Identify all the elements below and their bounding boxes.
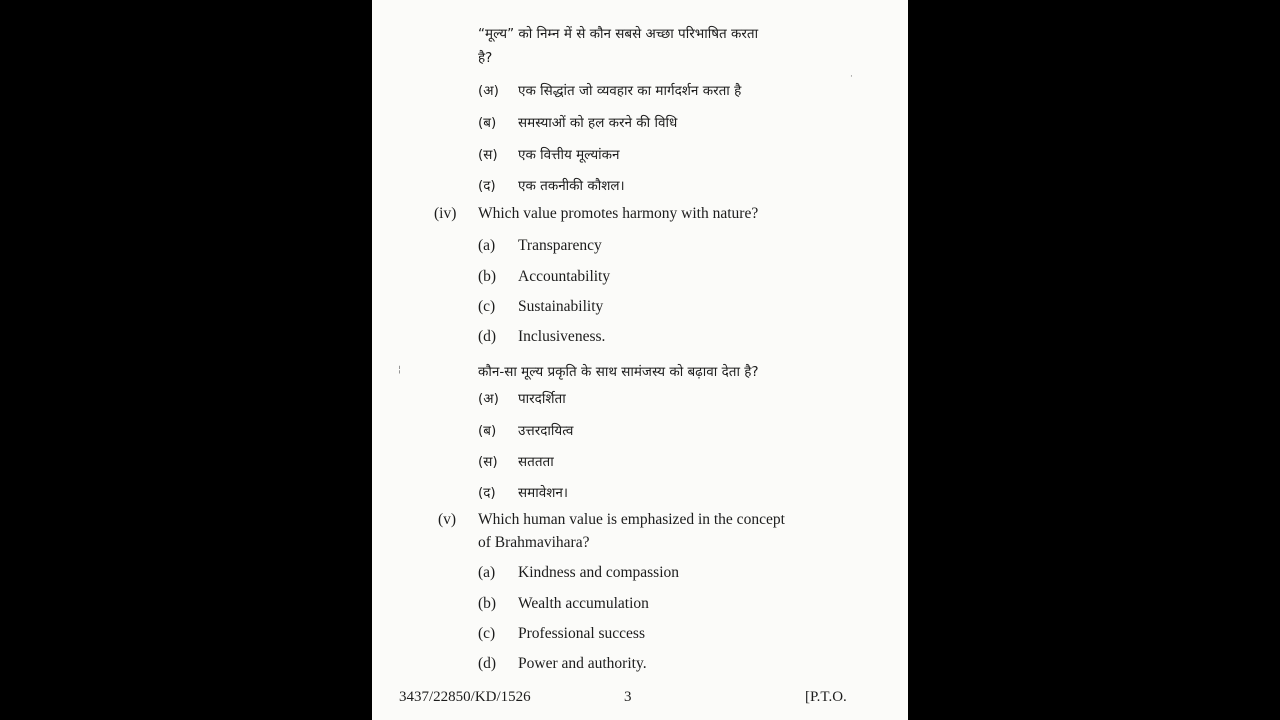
- hindi-option-text: समस्याओं को हल करने की विधि: [518, 115, 678, 131]
- hindi-option-text: एक वित्तीय मूल्यांकन: [518, 147, 620, 163]
- hindi-option-text: उत्तरदायित्व: [518, 423, 574, 439]
- option-text: Power and authority.: [518, 655, 647, 672]
- hindi-question-line1: “मूल्य” को निम्न में से कौन सबसे अच्छा परिभाषित करता: [478, 26, 759, 42]
- option-label: (b): [478, 268, 497, 285]
- question-number: (v): [438, 511, 457, 528]
- question-text: Which value promotes harmony with nature?: [478, 205, 759, 222]
- option-text: Wealth accumulation: [518, 595, 649, 612]
- pto-label: [P.T.O.: [805, 689, 847, 705]
- option-text: Accountability: [518, 268, 611, 285]
- hindi-question-line2: है?: [478, 50, 493, 66]
- question-text-line2: of Brahmavihara?: [478, 534, 590, 551]
- question-text-line1: Which human value is emphasized in the concept: [478, 511, 785, 528]
- paper-code: 3437/22850/KD/1526: [399, 689, 531, 705]
- option-text: Professional success: [518, 625, 645, 642]
- option-label: (c): [478, 625, 496, 642]
- option-label: (a): [478, 237, 496, 254]
- hindi-option-text: एक सिद्धांत जो व्यवहार का मार्गदर्शन करता है: [518, 83, 742, 99]
- question-number: (iv): [434, 205, 457, 222]
- option-label: (c): [478, 298, 496, 315]
- option-text: Transparency: [518, 237, 602, 254]
- option-text: Sustainability: [518, 298, 604, 315]
- hindi-option-label: (द): [478, 178, 496, 194]
- hindi-option-text: एक तकनीकी कौशल।: [518, 178, 625, 194]
- hindi-option-text: सततता: [518, 454, 554, 470]
- scan-speck: ·: [850, 72, 853, 82]
- hindi-option-label: (द): [478, 485, 496, 501]
- scan-speck: ¦: [398, 365, 402, 375]
- hindi-option-label: (अ): [478, 83, 499, 99]
- page-number: 3: [624, 689, 632, 705]
- hindi-option-label: (स): [478, 454, 498, 470]
- hindi-question-text: कौन-सा मूल्य प्रकृति के साथ सामंजस्य को बढ़ावा देता है?: [478, 364, 759, 380]
- hindi-option-text: पारदर्शिता: [518, 391, 566, 407]
- option-text: Inclusiveness.: [518, 328, 606, 345]
- option-text: Kindness and compassion: [518, 564, 680, 581]
- option-label: (a): [478, 564, 496, 581]
- hindi-option-label: (ब): [478, 115, 497, 131]
- hindi-option-text: समावेशन।: [518, 485, 568, 501]
- option-label: (d): [478, 655, 497, 672]
- hindi-option-label: (स): [478, 147, 498, 163]
- hindi-option-label: (ब): [478, 423, 497, 439]
- option-label: (b): [478, 595, 497, 612]
- hindi-option-label: (अ): [478, 391, 499, 407]
- option-label: (d): [478, 328, 497, 345]
- exam-page: [372, 0, 908, 720]
